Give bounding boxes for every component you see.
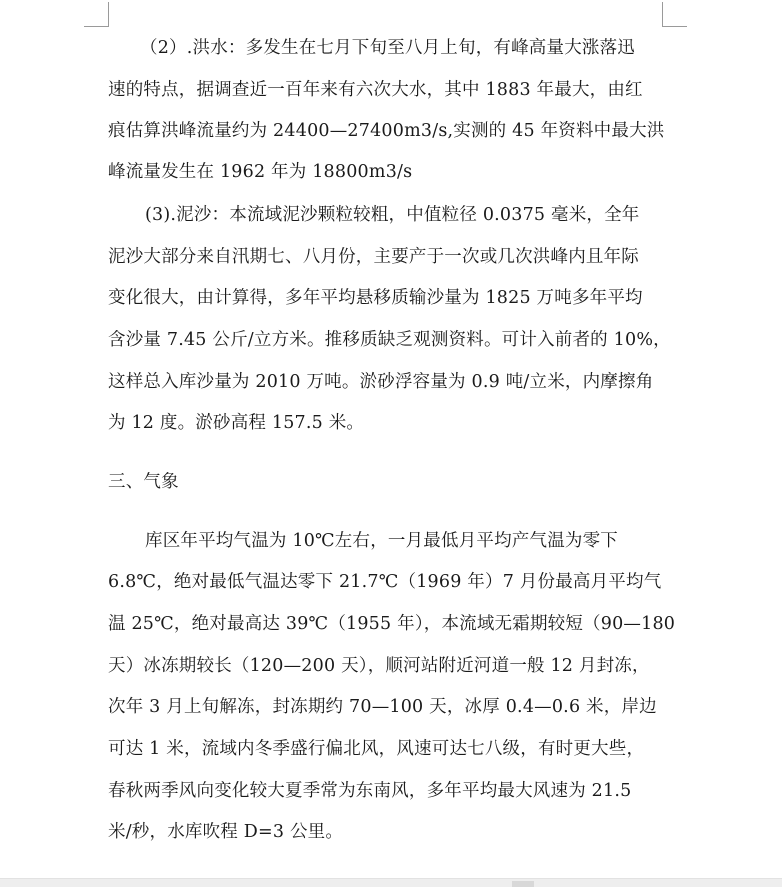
section-heading-meteorology: 三、气象 <box>108 472 179 492</box>
sediment-paragraph-line-1: (3).泥沙：本流域泥沙颗粒较粗，中值粒径 0.0375 毫米，全年 <box>145 205 640 225</box>
sediment-paragraph-line-3: 变化很大，由计算得，多年平均悬移质输沙量为 1825 万吨多年平均 <box>108 288 643 308</box>
flood-paragraph-line-4: 峰流量发生在 1962 年为 18800m3/s <box>108 162 413 182</box>
sediment-paragraph-line-6: 为 12 度。淤砂高程 157.5 米。 <box>108 413 365 433</box>
sediment-paragraph-line-4: 含沙量 7.45 公斤/立方米。推移质缺乏观测资料。可计入前者的 10%， <box>108 330 671 350</box>
flood-paragraph-line-2: 速的特点，据调查近一百年来有六次大水，其中 1883 年最大，由红 <box>108 80 643 100</box>
meteorology-paragraph-line-4: 天）冰冻期较长（120—200 天），顺河站附近河道一般 12 月封冻， <box>108 656 650 676</box>
meteorology-paragraph-line-5: 次年 3 月上旬解冻，封冻期约 70—100 天，冰厚 0.4—0.6 米，岸边 <box>108 697 657 717</box>
meteorology-paragraph-line-1: 库区年平均气温为 10℃左右，一月最低月平均产气温为零下 <box>145 531 619 551</box>
flood-paragraph-line-1: （2）.洪水：多发生在七月下旬至八月上旬，有峰高量大涨落迅 <box>140 38 635 58</box>
sediment-paragraph-line-5: 这样总入库沙量为 2010 万吨。淤砂浮容量为 0.9 吨/立米，内摩擦角 <box>108 372 654 392</box>
scroll-thumb[interactable] <box>512 881 534 887</box>
meteorology-paragraph-line-3: 温 25℃，绝对最高达 39℃（1955 年），本流域无霜期较短（90—180 <box>108 614 676 634</box>
meteorology-paragraph-line-6: 可达 1 米，流域内冬季盛行偏北风，风速可达七八级，有时更大些， <box>108 739 645 759</box>
flood-paragraph-line-3: 痕估算洪峰流量约为 24400—27400m3/s,实测的 45 年资料中最大洪 <box>108 121 665 141</box>
meteorology-paragraph-line-7: 春秋两季风向变化较大夏季常为东南风，多年平均最大风速为 21.5 <box>108 781 632 801</box>
meteorology-paragraph-line-8: 米/秒，水库吹程 D=3 公里。 <box>108 822 344 842</box>
sediment-paragraph-line-2: 泥沙大部分来自汛期七、八月份，主要产于一次或几次洪峰内且年际 <box>108 247 639 267</box>
page-corner-mark-top-right <box>662 2 687 27</box>
meteorology-paragraph-line-2: 6.8℃，绝对最低气温达零下 21.7℃（1969 年）7 月份最高月平均气 <box>108 572 662 592</box>
page-corner-mark-top-left <box>84 2 109 27</box>
